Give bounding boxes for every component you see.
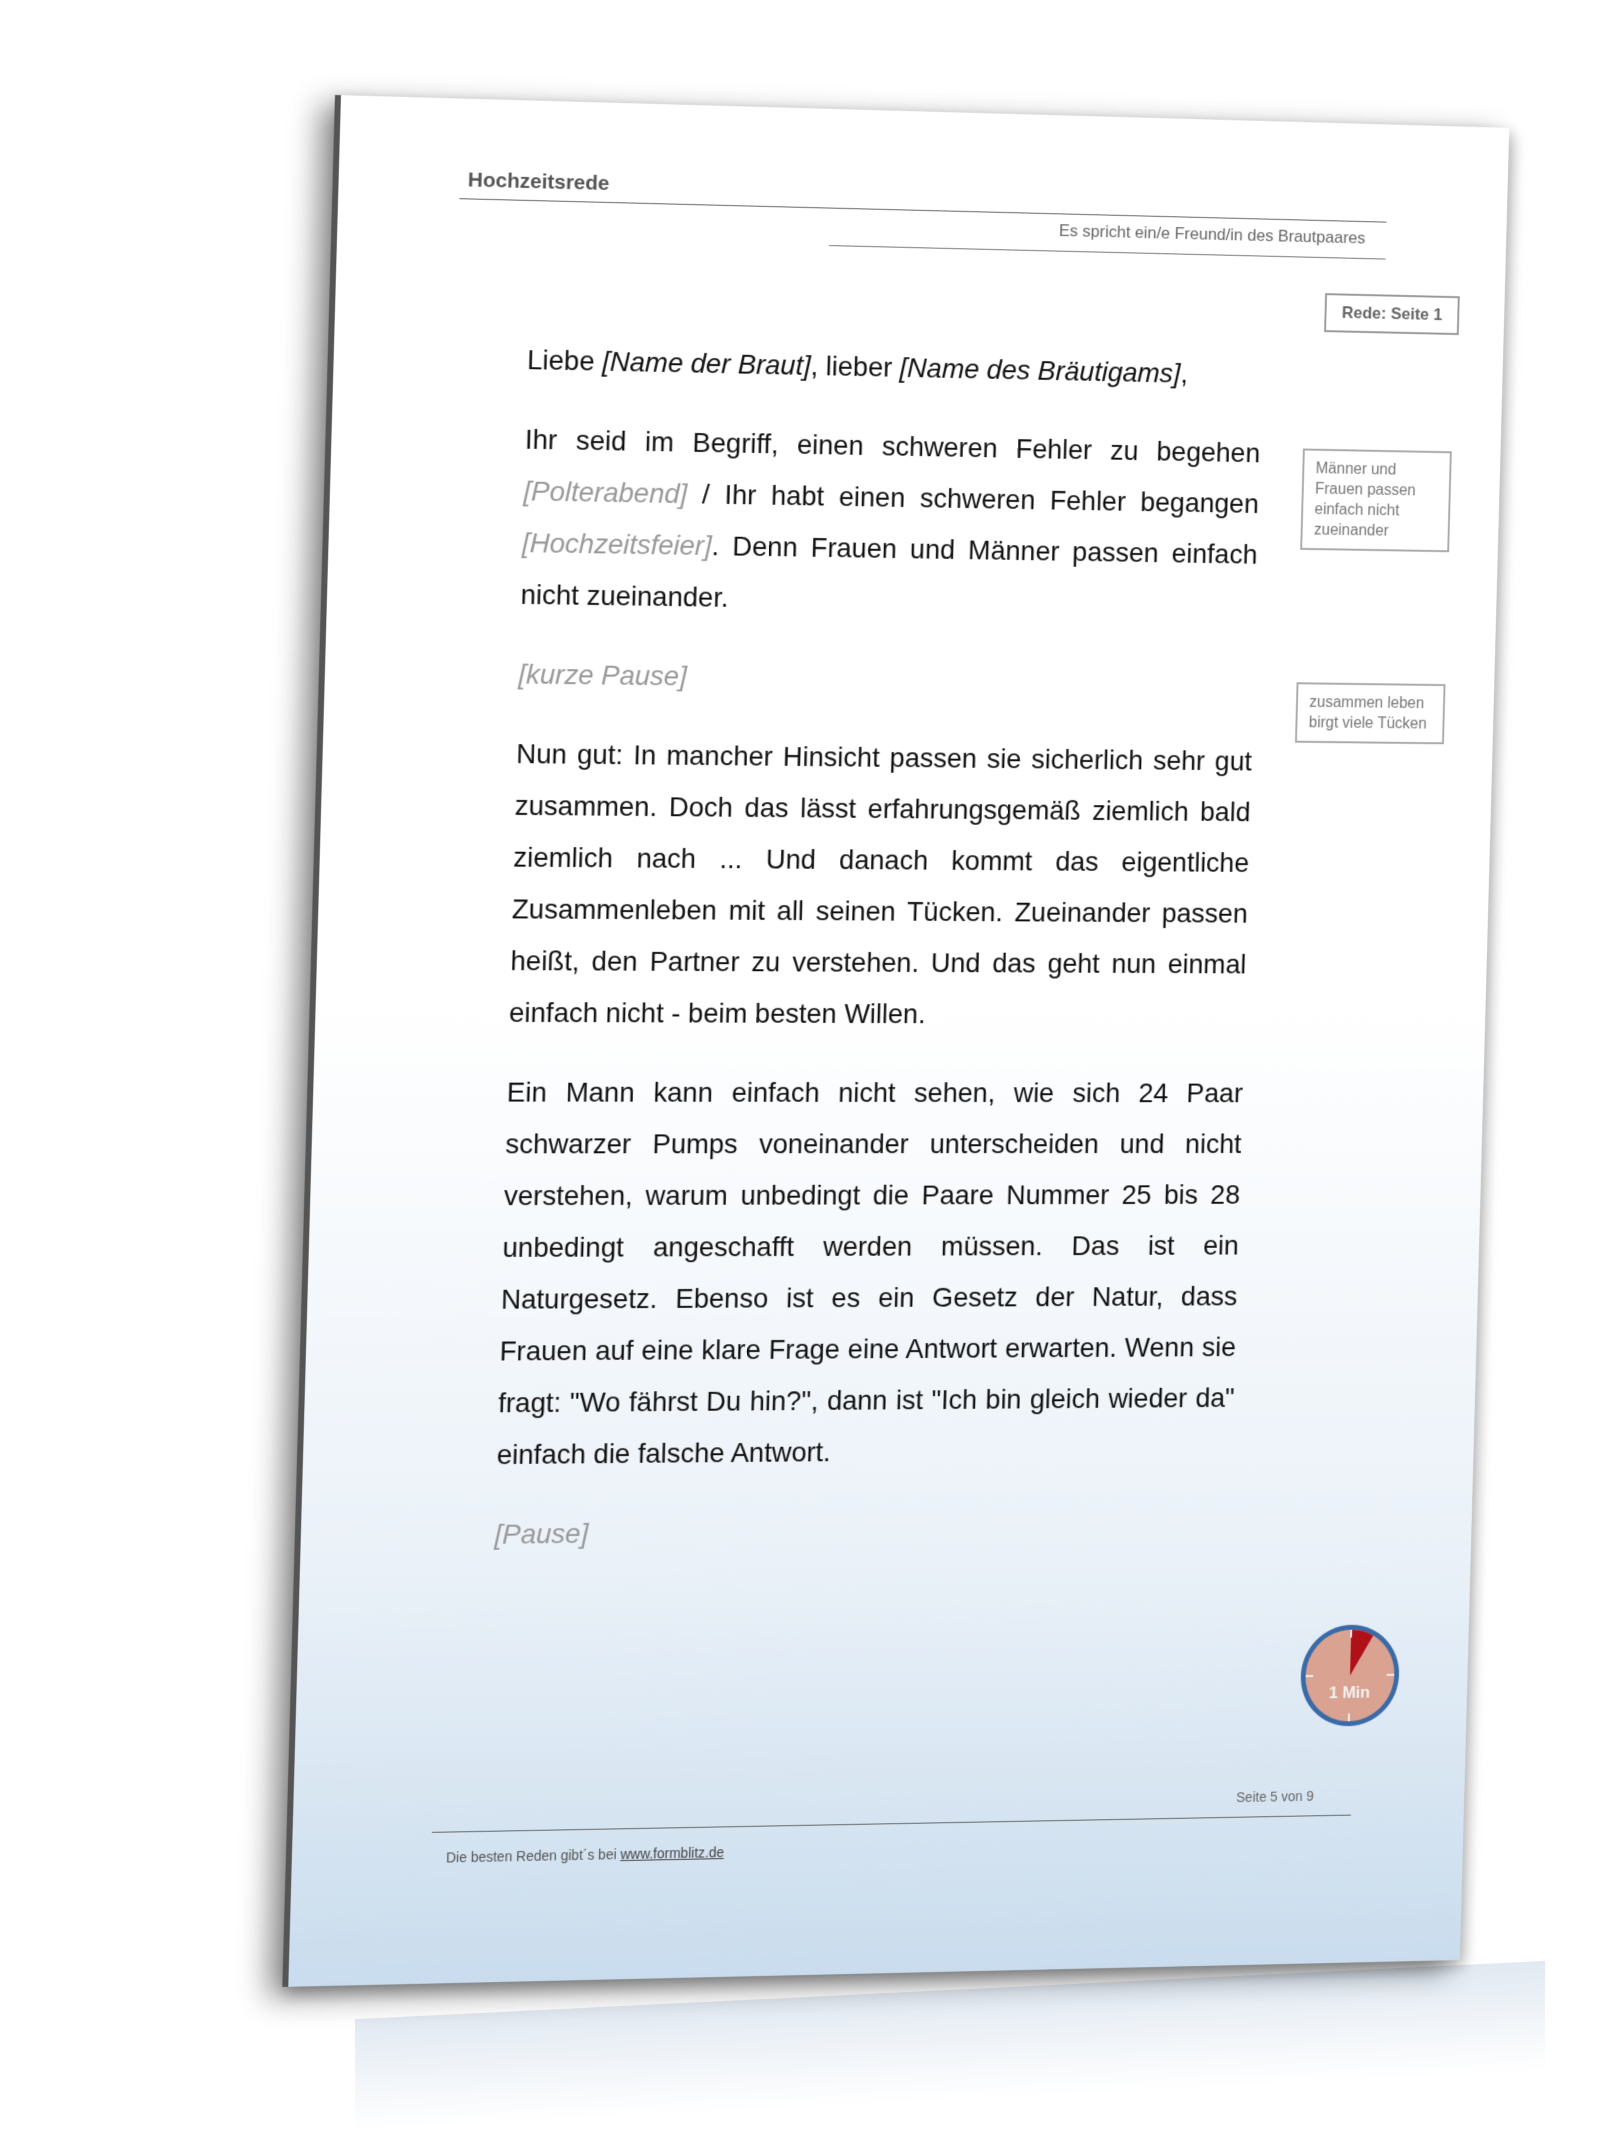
placeholder-bride: [Name der Braut]: [602, 346, 811, 381]
stage-direction-short-pause: [kurze Pause]: [518, 649, 1255, 709]
page-tag: Rede: Seite 1: [1324, 293, 1459, 335]
greeting-text: Liebe: [527, 344, 603, 376]
document-page: [282, 95, 1509, 1987]
paragraph-4: Nun gut: In mancher Hinsicht passen sie sicherlich sehr gut zusammen. Doch das lässt erfahrungsgemäß ziemlich bald ziemlich nach ... Und danach kommt das eigentliche Zusammenleben mit all seinen Tücken. Zueinander passen heißt, den Partner zu verstehen. Und das geht nun einmal einfach nicht - beim besten Willen.: [508, 728, 1252, 1041]
paragraph-2: [520, 414, 1261, 631]
side-note-1: Männer und Frauen passen einfach nicht zueinander: [1300, 449, 1452, 553]
timer-label: 1 Min: [1329, 1683, 1370, 1702]
placeholder-hochzeitsfeier: [Hochzeitsfeier]: [522, 527, 712, 561]
page-reflection: [355, 1961, 1545, 2129]
stage-direction-pause: [Pause]: [494, 1502, 1232, 1561]
header-subdivider: [829, 245, 1385, 259]
side-note-2: zusammen leben birgt viele Tücken: [1295, 682, 1446, 744]
header-title: Hochzeitsrede: [468, 169, 610, 197]
timer-icon: [1297, 1621, 1404, 1730]
placeholder-groom: [Name des Bräutigams]: [899, 352, 1181, 388]
greeting-comma: ,: [1180, 358, 1188, 388]
footer-link[interactable]: www.formblitz.de: [620, 1844, 724, 1862]
header-subtitle: Es spricht ein/e Freund/in des Brautpaares: [1059, 221, 1366, 248]
paragraph-5: Ein Mann kann einfach nicht sehen, wie sich 24 Paar schwarzer Pumps voneinander unterscheiden und nicht verstehen, warum unbedingt die Paare Nummer 25 bis 28 unbedingt angeschafft werden müssen. Das ist ein Naturgesetz. Ebenso ist es ein Gesetz der Natur, dass Frauen auf eine klare Frage eine Antwort erwarten. Wenn sie fragt: "Wo fährst Du hin?", dann ist "Ich bin gleich wieder da" einfach die falsche Antwort.: [496, 1067, 1243, 1481]
paragraph-greeting: [526, 334, 1263, 401]
page-number: Seite 5 von 9: [1236, 1788, 1314, 1805]
p2-text-e: . Denn Frauen und Männer passen einfach nicht zueinander.: [520, 530, 1258, 612]
footer-divider: [432, 1815, 1351, 1833]
header-divider: [459, 198, 1386, 222]
p2-text-a: Ihr seid im Begriff, einen schweren Fehler zu begehen: [525, 424, 1261, 468]
p2-text-c: / Ihr habt einen schweren Fehler begangen: [687, 478, 1259, 518]
speech-body: [493, 334, 1263, 1588]
footer-claim: Die besten Reden gibt´s bei: [446, 1846, 621, 1865]
placeholder-polterabend: [Polterabend]: [523, 476, 688, 510]
greeting-text-2: , lieber: [810, 350, 900, 382]
footer-text: [446, 1844, 724, 1865]
